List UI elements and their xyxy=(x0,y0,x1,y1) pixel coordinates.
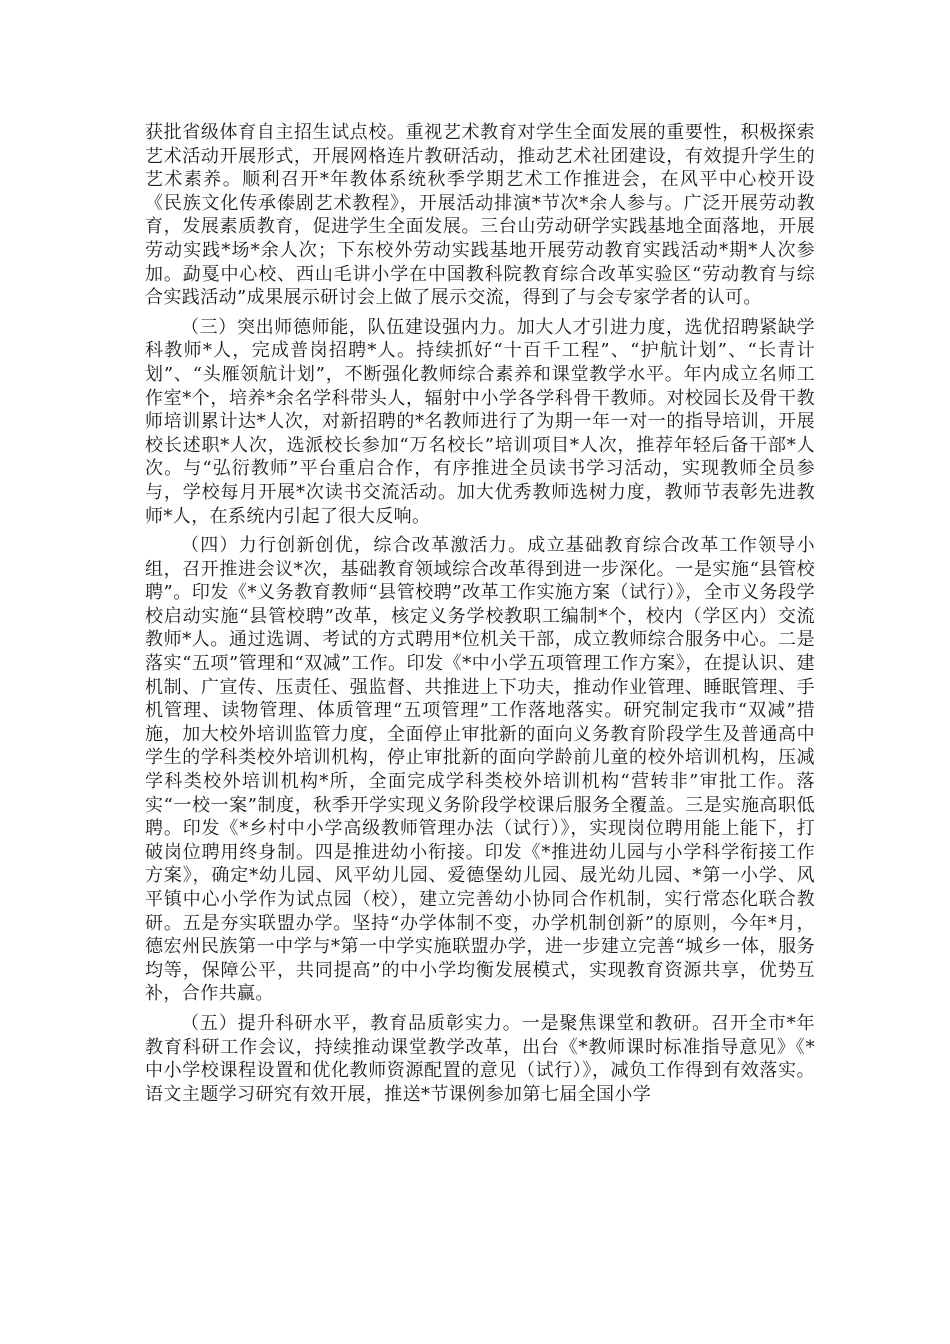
paragraph-continued-arts-labor: 获批省级体育自主招生试点校。重视艺术教育对学生全面发展的重要性，积极探索艺术活动开展形式，开展网格连片教研活动，推动艺术社团建设，有效提升学生的艺术素养。顺利召开*年教体系统秋季学期艺术工作推进会，在风平中心校开设《民族文化传承傣剧艺术教程》，开展活动排演*节次*余人参与。广泛开展劳动教育，发展素质教育，促进学生全面发展。三台山劳动研学实践基地全面落地，开展劳动实践*场*余人次；下东校外劳动实践基地开展劳动教育实践活动*期*人次参加。勐戛中心校、西山毛讲小学在中国教科院教育综合改革实验区“劳动教育与综合实践活动”成果展示研讨会上做了展示交流，得到了与会专家学者的认可。 xyxy=(145,122,815,309)
paragraph-section-3-teachers: （三）突出师德师能，队伍建设强内力。加大人才引进力度，选优招聘紧缺学科教师*人，完成普岗招聘*人。持续抓好“十百千工程”、“护航计划”、“长青计划”、“头雁领航计划”，不断强化教师综合素养和课堂教学水平。年内成立名师工作室*个，培养*余名学科带头人，辐射中小学各学科骨干教师。对校园长及骨干教师培训累计达*人次，对新招聘的*名教师进行了为期一年一对一的指导培训，开展校长述职*人次，选派校长参加“万名校长”培训项目*人次，推荐年轻后备干部*人次。与“弘衍教师”平台重启合作，有序推进全员读书学习活动，实现教师全员参与，学校每月开展*次读书交流活动。加大优秀教师选树力度，教师节表彰先进教师*人，在系统内引起了很大反响。 xyxy=(145,316,815,527)
paragraph-section-5-research: （五）提升科研水平，教育品质彰实力。一是聚焦课堂和教研。召开全市*年教育科研工作会议，持续推动课堂教学改革，出台《*教师课时标准指导意见》《*中小学校课程设置和优化教师资源配置的意见（试行）》，减负工作得到有效落实。语文主题学习研究有效开展，推送*节课例参加第七届全国小学 xyxy=(145,1012,815,1105)
paragraph-section-4-reform: （四）力行创新创优，综合改革激活力。成立基础教育综合改革工作领导小组，召开推进会议*次，基础教育领域综合改革得到进一步深化。一是实施“县管校聘”。印发《*义务教育教师“县管校聘”改革工作实施方案（试行）》，全市义务段学校启动实施“县管校聘”改革，核定义务学校教职工编制*个，校内（学区内）交流教师*人。通过选调、考试的方式聘用*位机关干部，成立教师综合服务中心。二是落实“五项”管理和“双减”工作。印发《*中小学五项管理工作方案》，在提认识、建机制、广宣传、压责任、强监督、共推进上下功夫，推动作业管理、睡眠管理、手机管理、读物管理、体质管理“五项管理”工作落地落实。研究制定我市“双减”措施，加大校外培训监管力度，全面停止审批新的面向义务教育阶段学生及普通高中学生的学科类校外培训机构，停止审批新的面向学龄前儿童的校外培训机构，压减学科类校外培训机构*所，全面完成学科类校外培训机构“营转非”审批工作。落实“一校一案”制度，秋季开学实现义务阶段学校课后服务全覆盖。三是实施高职低聘。印发《*乡村中小学高级教师管理办法（试行）》，实现岗位聘用能上能下，打破岗位聘用终身制。四是推进幼小衔接。印发《*推进幼儿园与小学科学衔接工作方案》，确定*幼儿园、风平幼儿园、爱德堡幼儿园、晟光幼儿园、*第一小学、风平镇中心小学作为试点园（校），建立完善幼小协同合作机制，实行常态化联合教研。五是夯实联盟办学。坚持“办学体制不变，办学机制创新”的原则，今年*月，德宏州民族第一中学与*第一中学实施联盟办学，进一步建立完善“城乡一体，服务均等，保障公平，共同提高”的中小学均衡发展模式，实现教育资源共享，优势互补，合作共赢。 xyxy=(145,535,815,1005)
document-page xyxy=(145,121,815,1112)
